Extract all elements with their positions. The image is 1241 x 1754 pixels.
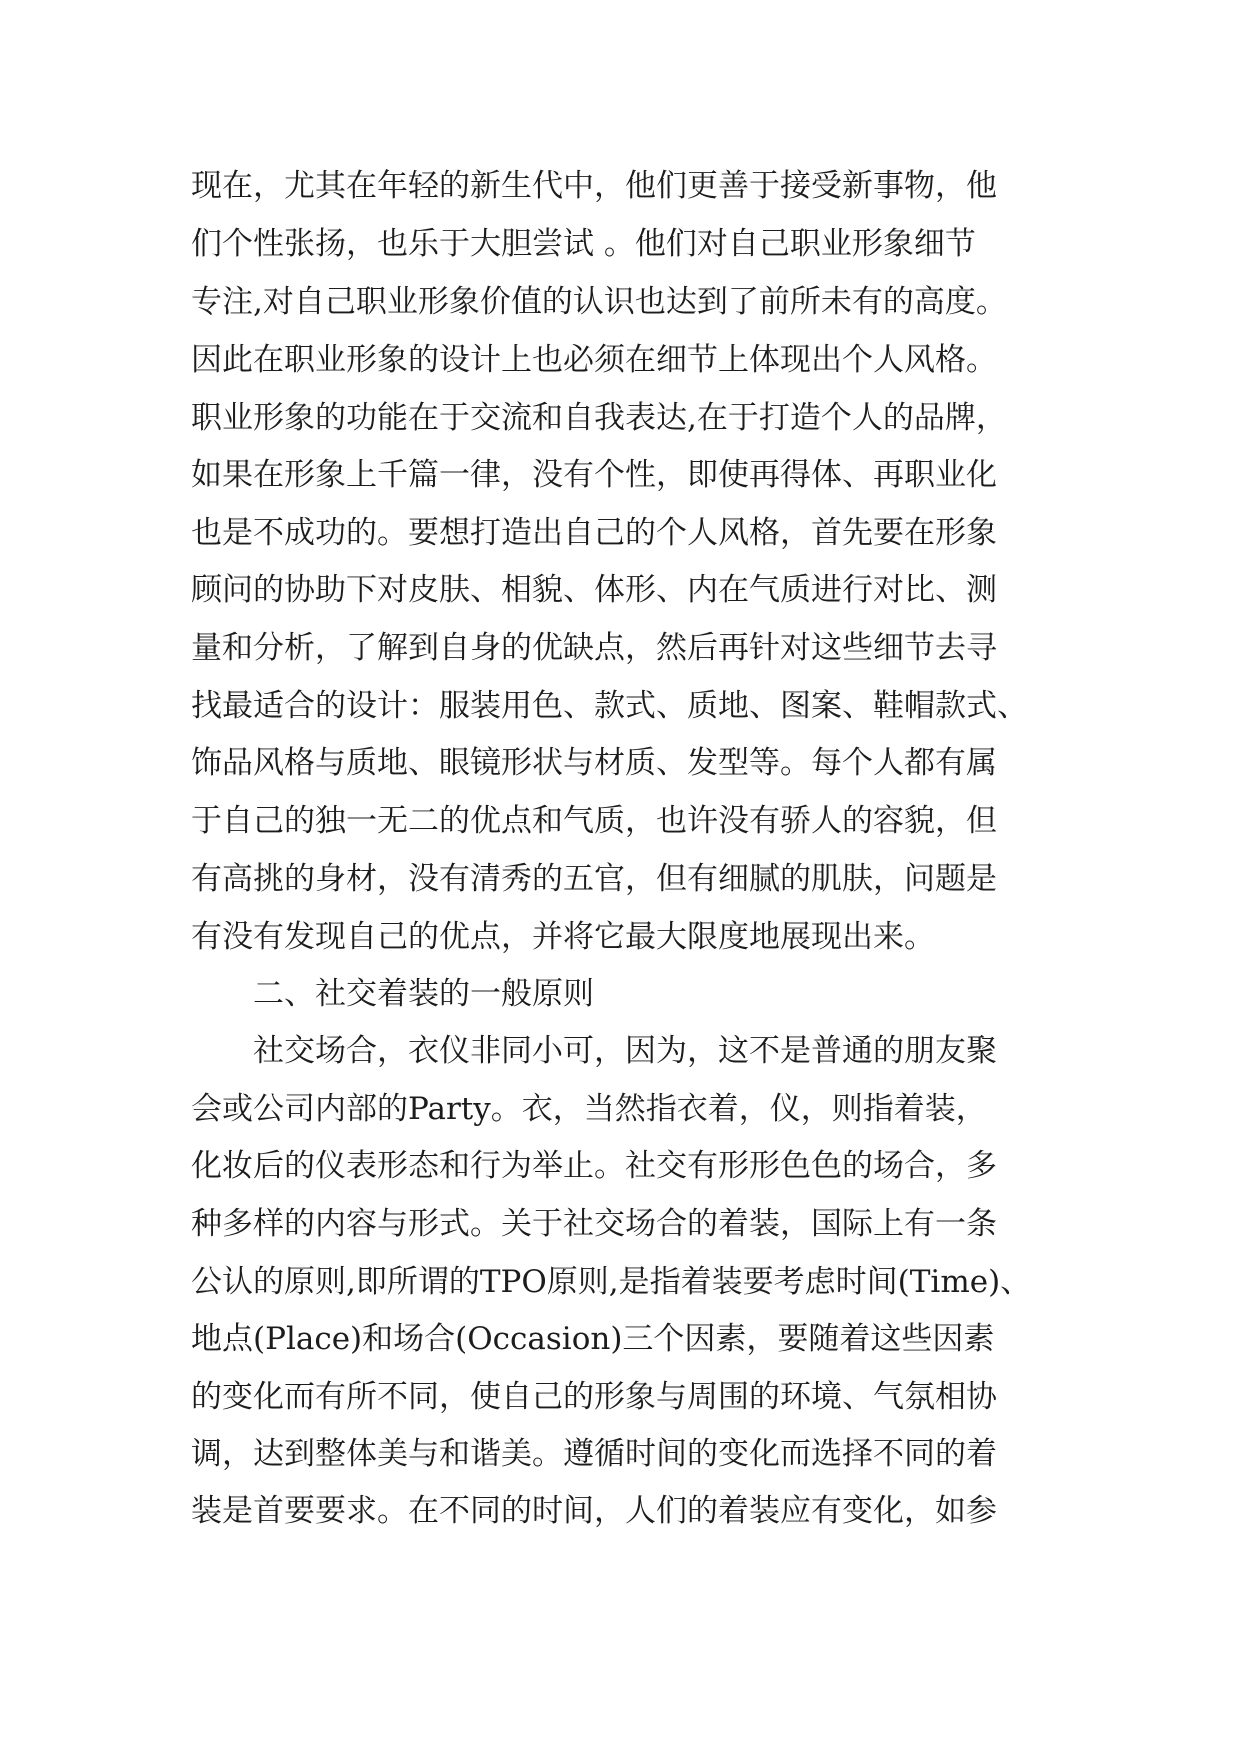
body-text-line: 化妆后的仪表形态和行为举止。社交有形形色色的场合，多 bbox=[191, 1148, 997, 1184]
body-text-line: 如果在形象上千篇一律，没有个性，即使再得体、再职业化 bbox=[191, 457, 997, 493]
body-text-line: 的变化而有所不同，使自己的形象与周围的环境、气氛相协 bbox=[191, 1379, 997, 1415]
section-heading: 二、社交着装的一般原则 bbox=[253, 976, 594, 1012]
body-text-line: 有没有发现自己的优点，并将它最大限度地展现出来。 bbox=[191, 919, 935, 955]
body-text-line: 专注,对自己职业形象价值的认识也达到了前所未有的高度。 bbox=[191, 284, 1007, 320]
body-text-line: 也是不成功的。要想打造出自己的个人风格，首先要在形象 bbox=[191, 515, 997, 551]
body-text-line: 于自己的独一无二的优点和气质，也许没有骄人的容貌，但 bbox=[191, 803, 997, 839]
body-text-line: 社交场合，衣仪非同小可，因为，这不是普通的朋友聚 bbox=[253, 1033, 997, 1069]
body-text-line: 顾问的协助下对皮肤、相貌、体形、内在气质进行对比、测 bbox=[191, 572, 997, 608]
body-text-line: 调，达到整体美与和谐美。遵循时间的变化而选择不同的着 bbox=[191, 1436, 997, 1472]
body-text-line: 装是首要要求。在不同的时间，人们的着装应有变化，如参 bbox=[191, 1493, 997, 1529]
body-text-line: 们个性张扬，也乐于大胆尝试 。他们对自己职业形象细节 bbox=[191, 226, 976, 262]
body-text-line: 公认的原则,即所谓的TPO原则,是指着装要考虑时间(Time)、 bbox=[191, 1264, 1032, 1300]
body-text-line: 找最适合的设计：服装用色、款式、质地、图案、鞋帽款式、 bbox=[191, 688, 1028, 724]
body-text-line: 地点(Place)和场合(Occasion)三个因素，要随着这些因素 bbox=[191, 1321, 995, 1357]
body-text-line: 现在，尤其在年轻的新生代中，他们更善于接受新事物，他 bbox=[191, 168, 997, 204]
body-text-line: 种多样的内容与形式。关于社交场合的着装，国际上有一条 bbox=[191, 1206, 997, 1242]
body-text-line: 职业形象的功能在于交流和自我表达,在于打造个人的品牌， bbox=[191, 400, 1007, 436]
body-text-line: 因此在职业形象的设计上也必须在细节上体现出个人风格。 bbox=[191, 342, 997, 378]
body-text-line: 量和分析，了解到自身的优缺点，然后再针对这些细节去寻 bbox=[191, 630, 997, 666]
body-text-line: 饰品风格与质地、眼镜形状与材质、发型等。每个人都有属 bbox=[191, 745, 997, 781]
body-text-line: 有高挑的身材，没有清秀的五官，但有细腻的肌肤，问题是 bbox=[191, 861, 997, 897]
body-text-line: 会或公司内部的Party。衣，当然指衣着，仪，则指着装， bbox=[191, 1091, 987, 1127]
